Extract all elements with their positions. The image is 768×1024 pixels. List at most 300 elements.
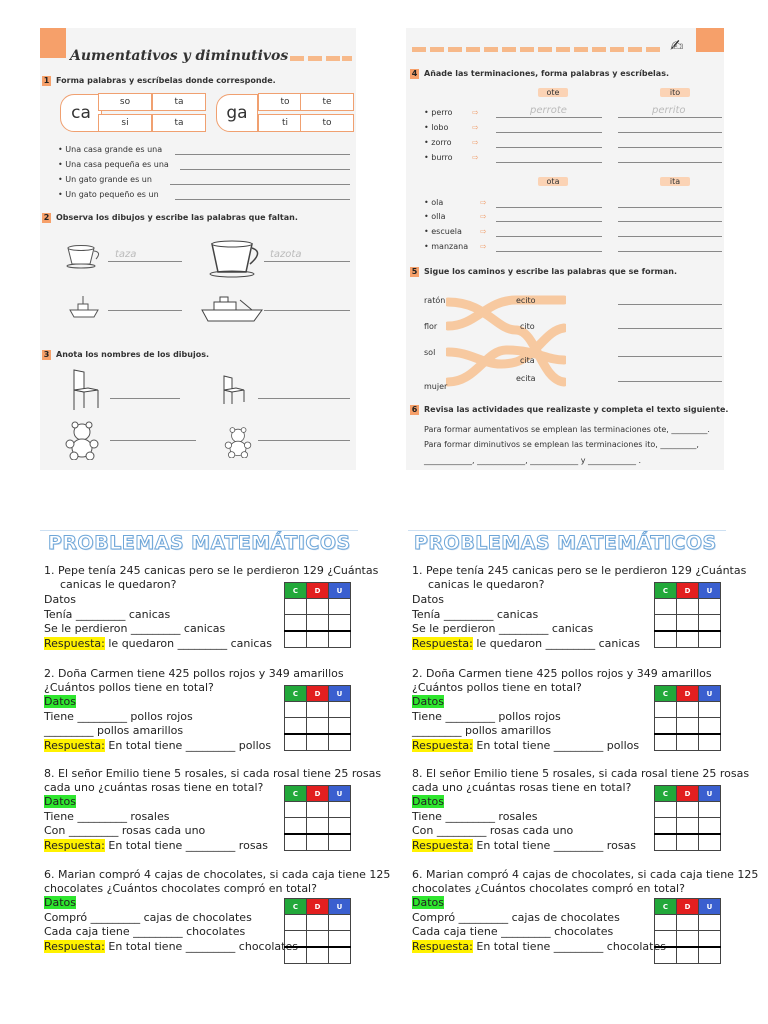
exercise-number: 2 (43, 213, 50, 222)
cdu-cell[interactable] (699, 615, 721, 632)
cdu-cell[interactable] (285, 947, 307, 964)
arrow-icon: ⇨ (472, 153, 479, 162)
cdu-header-c: C (285, 786, 307, 802)
cdu-table (284, 898, 351, 964)
cdu-cell[interactable] (285, 834, 307, 851)
completion-text: Para formar diminutivos se emplean las terminaciones ito, _________, (424, 440, 699, 449)
datos-highlight: Datos (412, 695, 444, 708)
pencil-icon: ✍ (670, 36, 684, 55)
datos-label (412, 896, 444, 909)
answer-line (618, 207, 722, 208)
answer-text: En total tiene _________ chocolates (472, 940, 666, 953)
answer-row (44, 637, 272, 650)
path-end: cita (520, 356, 535, 365)
word: • lobo (424, 123, 449, 132)
problem-text: ¿Cuántos pollos tiene en total? (412, 681, 582, 694)
respuesta-label: Respuesta: (412, 839, 473, 852)
math-title: PROBLEMAS MATEMÁTICOS (48, 532, 351, 554)
cdu-cell[interactable] (307, 818, 329, 835)
path-end: cito (520, 322, 535, 331)
answer-line (258, 440, 350, 441)
answer-text: le quedaron _________ canicas (472, 637, 640, 650)
worksheet-title: Aumentativos y diminutivos (70, 48, 289, 64)
cdu-cell[interactable] (699, 947, 721, 964)
cdu-cell[interactable] (677, 631, 699, 648)
answer-line (264, 261, 350, 262)
top-border (40, 530, 358, 531)
datos-highlight: Datos (412, 896, 444, 909)
cdu-cell[interactable] (285, 702, 307, 718)
datos-label (412, 795, 444, 808)
problem-text: Tenía _________ canicas (44, 608, 171, 621)
answer-line (618, 132, 722, 133)
answer-line (618, 356, 722, 357)
sentence: • Una casa pequeña es una (58, 160, 169, 169)
cdu-cell[interactable] (699, 802, 721, 818)
title-dash (412, 47, 426, 52)
answer-line (496, 132, 602, 133)
cdu-cell[interactable] (699, 915, 721, 931)
datos-highlight: Datos (44, 795, 76, 808)
answer-text: En total tiene _________ chocolates (104, 940, 298, 953)
cdu-cell[interactable] (329, 915, 351, 931)
cup-icon (64, 242, 106, 270)
suffix-tag: ota (538, 177, 568, 186)
answer-line (618, 147, 722, 148)
cdu-table (654, 582, 721, 648)
problem-text: cada uno ¿cuántas rosas tiene en total? (412, 781, 632, 794)
cdu-cell[interactable] (307, 615, 329, 632)
left-worksheet (40, 28, 356, 470)
cdu-cell[interactable] (677, 615, 699, 632)
sentence: • Un gato grande es un (58, 175, 152, 184)
cdu-cell[interactable] (329, 931, 351, 948)
cdu-header-c: C (655, 786, 677, 802)
answer-text: En total tiene _________ pollos (104, 739, 272, 752)
arrow-icon: ⇨ (480, 198, 487, 207)
syllable-box: so (98, 93, 152, 111)
title-dash (556, 47, 570, 52)
cdu-cell[interactable] (329, 734, 351, 751)
cdu-cell[interactable] (699, 631, 721, 648)
exercise-number: 3 (43, 350, 50, 359)
problem-text: 1. Pepe tenía 245 canicas pero se le perdieron 129 ¿Cuántas (412, 564, 747, 577)
problem-text: canicas le quedaron? (428, 578, 545, 591)
cdu-cell[interactable] (285, 915, 307, 931)
respuesta-label: Respuesta: (412, 940, 473, 953)
cdu-header-u: U (329, 583, 351, 599)
answer-line (496, 207, 602, 208)
cdu-cell[interactable] (285, 631, 307, 648)
title-dash (574, 47, 588, 52)
title-dash (610, 47, 624, 52)
chair-icon (66, 368, 102, 412)
cdu-cell[interactable] (699, 931, 721, 948)
problem-text: canicas le quedaron? (60, 578, 177, 591)
problem-text: 1. Pepe tenía 245 canicas pero se le perdieron 129 ¿Cuántas (44, 564, 379, 577)
arrow-icon: ⇨ (480, 242, 487, 251)
problem-text: Tiene _________ rosales (412, 810, 538, 823)
cdu-cell[interactable] (655, 931, 677, 948)
example-word: perrito (652, 105, 686, 116)
cdu-header-d: D (307, 686, 329, 702)
problem-text: 8. El señor Emilio tiene 5 rosales, si cada rosal tiene 25 rosas (44, 767, 382, 780)
problem-text: 2. Doña Carmen tiene 425 pollos rojos y 349 amarillos (412, 667, 712, 680)
cdu-cell[interactable] (285, 615, 307, 632)
path-start: sol (424, 348, 436, 357)
cdu-header-c: C (285, 583, 307, 599)
syllable-ga: ga (216, 94, 258, 132)
title-corner-block (40, 28, 66, 58)
path-end: ecita (516, 374, 536, 383)
answer-line (170, 184, 350, 185)
cdu-cell[interactable] (329, 802, 351, 818)
problem-text: ¿Cuántos pollos tiene en total? (44, 681, 214, 694)
word: • zorro (424, 138, 452, 147)
problem-text: Compró _________ cajas de chocolates (44, 911, 252, 924)
answer-line (618, 381, 722, 382)
cdu-cell[interactable] (285, 931, 307, 948)
answer-text: En total tiene _________ rosas (104, 839, 269, 852)
sentence: • Una casa grande es una (58, 145, 163, 154)
answer-line (618, 328, 722, 329)
cdu-cell[interactable] (285, 734, 307, 751)
title-dash (430, 47, 444, 52)
cdu-table (654, 785, 721, 851)
cdu-cell[interactable] (307, 802, 329, 818)
exercise-number: 6 (411, 405, 418, 414)
cdu-cell[interactable] (677, 818, 699, 835)
syllable-box: to (258, 93, 312, 111)
word: • ola (424, 198, 444, 207)
path-start: ratón (424, 296, 446, 305)
answer-line (618, 117, 722, 118)
teddy-bear-icon (62, 420, 102, 460)
arrow-icon: ⇨ (472, 123, 479, 132)
answer-line (110, 398, 180, 399)
arrow-icon: ⇨ (472, 108, 479, 117)
cdu-header-d: D (677, 786, 699, 802)
cdu-cell[interactable] (329, 615, 351, 632)
cdu-header-u: U (699, 686, 721, 702)
word: • olla (424, 212, 446, 221)
answer-row (412, 637, 640, 650)
arrow-icon: ⇨ (472, 138, 479, 147)
exercise-instruction: Observa los dibujos y escribe las palabras que faltan. (56, 213, 298, 222)
small-chair-icon (220, 374, 248, 406)
cdu-header-d: D (307, 786, 329, 802)
title-dash (502, 47, 516, 52)
cdu-cell[interactable] (655, 599, 677, 615)
title-dash (448, 47, 462, 52)
datos-highlight: Datos (44, 695, 76, 708)
problem-text: cada uno ¿cuántas rosas tiene en total? (44, 781, 264, 794)
problem-text: Tiene _________ pollos rojos (44, 710, 193, 723)
answer-line (108, 310, 182, 311)
problem-text: Tiene _________ pollos rojos (412, 710, 561, 723)
sentence: • Un gato pequeño es un (58, 190, 159, 199)
title-dash (290, 56, 304, 61)
respuesta-label: Respuesta: (412, 637, 473, 650)
problem-text: Compró _________ cajas de chocolates (412, 911, 620, 924)
problem-text: Con _________ rosas cada uno (412, 824, 574, 837)
problem-text: chocolates ¿Cuántos chocolates compró en total? (412, 882, 685, 895)
cdu-cell[interactable] (307, 631, 329, 648)
paths-maze (446, 290, 566, 390)
suffix-tag: ote (538, 88, 568, 97)
title-dash (628, 47, 642, 52)
cdu-cell[interactable] (655, 818, 677, 835)
cdu-cell[interactable] (329, 718, 351, 735)
exercise-number: 1 (43, 76, 50, 85)
answer-row (44, 739, 271, 752)
cdu-cell[interactable] (329, 631, 351, 648)
suffix-tag: ito (660, 88, 690, 97)
cdu-table (284, 785, 351, 851)
cdu-cell[interactable] (699, 734, 721, 751)
cdu-cell[interactable] (307, 702, 329, 718)
syllable-ca: ca (60, 94, 102, 132)
cdu-cell[interactable] (699, 834, 721, 851)
cdu-header-c: C (655, 899, 677, 915)
cdu-cell[interactable] (677, 931, 699, 948)
problem-text: chocolates ¿Cuántos chocolates compró en total? (44, 882, 317, 895)
answer-line (175, 199, 350, 200)
exercise-number: 5 (411, 267, 418, 276)
exercise-instruction: Forma palabras y escríbelas donde corresponde. (56, 76, 276, 85)
cdu-cell[interactable] (699, 818, 721, 835)
datos-highlight: Datos (44, 896, 76, 909)
cdu-cell[interactable] (655, 734, 677, 751)
cdu-cell[interactable] (307, 915, 329, 931)
answer-line (618, 251, 722, 252)
cdu-table (284, 582, 351, 648)
problem-text: 6. Marian compró 4 cajas de chocolates, si cada caja tiene 125 (44, 868, 391, 881)
arrow-icon: ⇨ (480, 212, 487, 221)
cdu-cell[interactable] (285, 718, 307, 735)
cdu-table (654, 898, 721, 964)
exercise-instruction: Revisa las actividades que realizaste y completa el texto siguiente. (424, 405, 729, 414)
cdu-cell[interactable] (285, 818, 307, 835)
answer-line (618, 162, 722, 163)
cdu-header-c: C (655, 583, 677, 599)
completion-text: ____________, ____________, ____________ y ____________ . (424, 456, 642, 465)
cdu-cell[interactable] (329, 702, 351, 718)
title-dash (646, 47, 660, 52)
problem-text: Se le perdieron _________ canicas (412, 622, 594, 635)
cdu-header-u: U (699, 786, 721, 802)
cdu-cell[interactable] (655, 615, 677, 632)
cdu-header-c: C (655, 686, 677, 702)
cdu-cell[interactable] (307, 599, 329, 615)
problem-text: 8. El señor Emilio tiene 5 rosales, si cada rosal tiene 25 rosas (412, 767, 750, 780)
cdu-cell[interactable] (655, 915, 677, 931)
boat-icon (68, 294, 100, 320)
respuesta-label: Respuesta: (44, 637, 105, 650)
cdu-cell[interactable] (307, 718, 329, 735)
cdu-header-c: C (285, 899, 307, 915)
cdu-cell[interactable] (655, 631, 677, 648)
cdu-cell[interactable] (329, 834, 351, 851)
word: • perro (424, 108, 453, 117)
cdu-cell[interactable] (329, 599, 351, 615)
syllable-box: te (300, 93, 354, 111)
path-end: ecito (516, 296, 536, 305)
answer-line (108, 261, 182, 262)
cdu-cell[interactable] (677, 718, 699, 735)
answer-row (44, 940, 298, 953)
cdu-table (654, 685, 721, 751)
answer-text: En total tiene _________ rosas (472, 839, 637, 852)
completion-text: Para formar aumentativos se emplean las terminaciones ote, _________. (424, 425, 710, 434)
word: • escuela (424, 227, 462, 236)
exercise-instruction: Sigue los caminos y escribe las palabras que se forman. (424, 267, 677, 276)
arrow-icon: ⇨ (480, 227, 487, 236)
answer-line (180, 169, 350, 170)
cdu-cell[interactable] (307, 734, 329, 751)
datos-label (412, 695, 444, 708)
cdu-header-u: U (329, 686, 351, 702)
math-title: PROBLEMAS MATEMÁTICOS (414, 532, 717, 554)
answer-line (496, 251, 602, 252)
cdu-cell[interactable] (677, 915, 699, 931)
answer-line (618, 304, 722, 305)
title-dash (308, 56, 322, 61)
title-dash (326, 56, 340, 61)
cdu-cell[interactable] (655, 702, 677, 718)
syllable-box: si (98, 114, 152, 132)
respuesta-label: Respuesta: (44, 739, 105, 752)
cdu-cell[interactable] (699, 702, 721, 718)
respuesta-label: Respuesta: (44, 839, 105, 852)
top-border (408, 530, 726, 531)
suffix-tag: ita (660, 177, 690, 186)
answer-line (110, 440, 196, 441)
cdu-cell[interactable] (655, 802, 677, 818)
answer-line (618, 236, 722, 237)
cdu-cell[interactable] (699, 599, 721, 615)
datos-label: Datos (412, 593, 444, 606)
answer-line (496, 221, 602, 222)
problem-text: _________ pollos amarillos (44, 724, 184, 737)
cdu-cell[interactable] (677, 947, 699, 964)
cdu-cell[interactable] (677, 802, 699, 818)
answer-line (175, 154, 350, 155)
cdu-cell[interactable] (677, 734, 699, 751)
problem-text: _________ pollos amarillos (412, 724, 552, 737)
right-worksheet (406, 28, 729, 470)
answer-row (412, 839, 636, 852)
cdu-cell[interactable] (699, 718, 721, 735)
cdu-header-d: D (677, 583, 699, 599)
title-dash (538, 47, 552, 52)
problem-text: Con _________ rosas cada uno (44, 824, 206, 837)
cdu-header-d: D (307, 583, 329, 599)
cdu-cell[interactable] (655, 947, 677, 964)
syllable-box: ti (258, 114, 312, 132)
cdu-cell[interactable] (329, 947, 351, 964)
example-word: taza (115, 249, 137, 260)
syllable-box: ta (152, 93, 206, 111)
problem-text: 6. Marian compró 4 cajas de chocolates, si cada caja tiene 125 (412, 868, 759, 881)
answer-text: le quedaron _________ canicas (104, 637, 272, 650)
large-cup-icon (208, 240, 264, 278)
problem-text: 2. Doña Carmen tiene 425 pollos rojos y 349 amarillos (44, 667, 344, 680)
answer-row (412, 739, 639, 752)
datos-label (44, 695, 76, 708)
title-corner-block (696, 28, 724, 52)
example-word: tazota (270, 249, 302, 260)
cdu-header-u: U (699, 899, 721, 915)
cdu-table (284, 685, 351, 751)
datos-label (44, 795, 76, 808)
cdu-header-d: D (307, 899, 329, 915)
cdu-header-d: D (677, 899, 699, 915)
cdu-cell[interactable] (307, 947, 329, 964)
problem-text: Tiene _________ rosales (44, 810, 170, 823)
respuesta-label: Respuesta: (44, 940, 105, 953)
word: • manzana (424, 242, 469, 251)
respuesta-label: Respuesta: (412, 739, 473, 752)
cdu-cell[interactable] (329, 818, 351, 835)
title-dash (592, 47, 606, 52)
cdu-cell[interactable] (307, 834, 329, 851)
exercise-number: 4 (411, 69, 418, 78)
problem-text: Cada caja tiene _________ chocolates (44, 925, 246, 938)
problem-text: Tenía _________ canicas (412, 608, 539, 621)
syllable-box: ta (152, 114, 206, 132)
title-dash (466, 47, 480, 52)
title-dash (342, 56, 352, 61)
path-start: flor (424, 322, 438, 331)
answer-line (496, 147, 602, 148)
syllable-box: to (300, 114, 354, 132)
path-start: mujer (424, 382, 448, 391)
datos-label: Datos (44, 593, 76, 606)
exercise-instruction: Añade las terminaciones, forma palabras y escríbelas. (424, 69, 669, 78)
title-dash (520, 47, 534, 52)
cdu-cell[interactable] (285, 802, 307, 818)
answer-text: En total tiene _________ pollos (472, 739, 640, 752)
cdu-cell[interactable] (285, 599, 307, 615)
problem-text: Cada caja tiene _________ chocolates (412, 925, 614, 938)
datos-highlight: Datos (412, 795, 444, 808)
datos-label (44, 896, 76, 909)
small-teddy-bear-icon (222, 426, 254, 458)
answer-line (264, 310, 350, 311)
cdu-cell[interactable] (677, 702, 699, 718)
problem-text: Se le perdieron _________ canicas (44, 622, 226, 635)
math-worksheet-right (408, 528, 759, 968)
exercise-instruction: Anota los nombres de los dibujos. (56, 350, 209, 359)
answer-row (44, 839, 268, 852)
cdu-header-u: U (699, 583, 721, 599)
cdu-header-u: U (329, 786, 351, 802)
answer-row (412, 940, 666, 953)
ship-icon (200, 294, 264, 324)
cdu-cell[interactable] (677, 599, 699, 615)
cdu-cell[interactable] (677, 834, 699, 851)
math-worksheet-left (40, 528, 391, 968)
title-dash (484, 47, 498, 52)
answer-line (496, 236, 602, 237)
cdu-cell[interactable] (307, 931, 329, 948)
cdu-cell[interactable] (655, 834, 677, 851)
word: • burro (424, 153, 453, 162)
cdu-cell[interactable] (655, 718, 677, 735)
cdu-header-c: C (285, 686, 307, 702)
cdu-header-d: D (677, 686, 699, 702)
